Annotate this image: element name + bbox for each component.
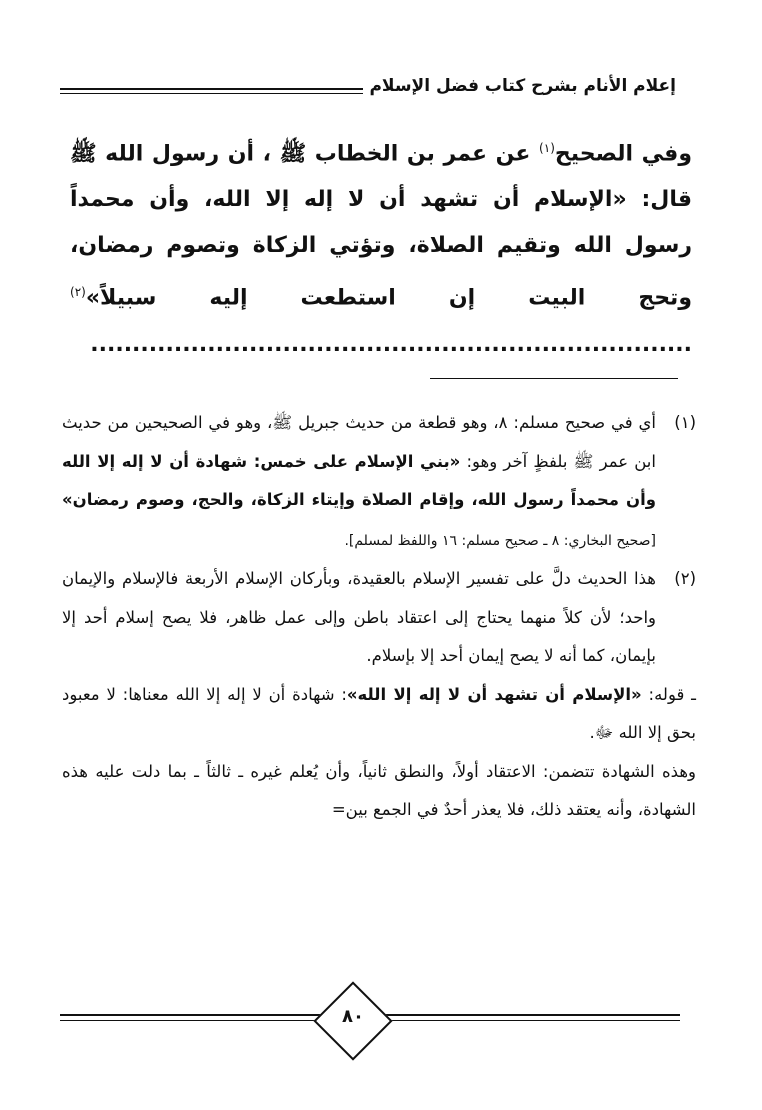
footnote-2: [62, 560, 696, 676]
leader-dots: ........................................................................: [90, 331, 692, 357]
commentary-text: : شهادة أن لا إله إلا الله معناها: لا معبود بحق إلا الله ﷻ.: [62, 684, 696, 742]
footnote-ref-2: (٢): [70, 285, 86, 300]
commentary-quote: «الإسلام أن تشهد أن لا إله إلا الله»: [346, 684, 642, 704]
footnote-1-reference: [صحيح البخاري: ٨ ـ صحيح مسلم: ١٦ واللفظ لمسلم].: [344, 532, 656, 549]
main-text: [70, 125, 692, 368]
footnotes: [62, 404, 696, 830]
header-title: إعلام الأنام بشرح كتاب فضل الإسلام: [363, 76, 682, 96]
page-number: ٨٠: [342, 1006, 364, 1027]
footnote-1-quote: «بني الإسلام على خمس: شهادة أن لا إله إلا الله وأن محمداً رسول الله، وإقام الصلاة وإيتاء الزكاة، والحج، وصوم رمضان»: [62, 451, 656, 509]
footnote-1: [62, 404, 696, 560]
footnote-number: (٢): [674, 569, 696, 588]
footnote-separator: [430, 378, 678, 379]
commentary-lead: ـ قوله:: [641, 684, 696, 704]
footnote-ref-1: (١): [539, 141, 555, 155]
main-text-part-2: عن عمر بن الخطاب ﷺ ، أن رسول الله ﷺ: [70, 141, 540, 167]
footnote-2-text: هذا الحديث دلَّ على تفسير الإسلام بالعقيدة، وبأركان الإسلام الأربعة فالإسلام والإيمان واحد؛ لأن كلاً منهما يحتاج إلى اعتقاد باطن وإلى عمل ظاهر، فلا يصح إسلام أحد إلا بإيمان، كما أنه لا يصح إيمان أحد إلا بإسلام.: [62, 569, 656, 665]
footnote-1-text: أي في صحيح مسلم: ٨، وهو قطعة من حديث جبريل ﷺ، وهو في الصحيحين من حديث ابن عمر ﷺ بلفظٍ آخر وهو:: [62, 413, 656, 471]
main-paragraph: [70, 125, 692, 368]
main-text-part-1: وفي الصحيح: [554, 141, 692, 167]
commentary-paragraph: [62, 676, 696, 753]
page-header: [60, 75, 680, 105]
hadith-text: قال: «الإسلام أن تشهد أن لا إله إلا الله، وأن محمداً رسول الله وتقيم الصلاة، وتؤتي الزكاة وتصوم رمضان، وتحج البيت إن استطعت إليه سبيلاً»: [70, 187, 692, 311]
footnote-number: (١): [674, 413, 696, 432]
page-footer: [60, 990, 680, 1060]
closing-paragraph: وهذه الشهادة تتضمن: الاعتقاد أولاً، والنطق ثانياً، وأن يُعلم غيره ـ ثالثاً ـ بما دلت عليه هذه الشهادة، وأنه يعتقد ذلك، فلا يعذر أحدٌ في الجمع بين=: [62, 761, 696, 819]
